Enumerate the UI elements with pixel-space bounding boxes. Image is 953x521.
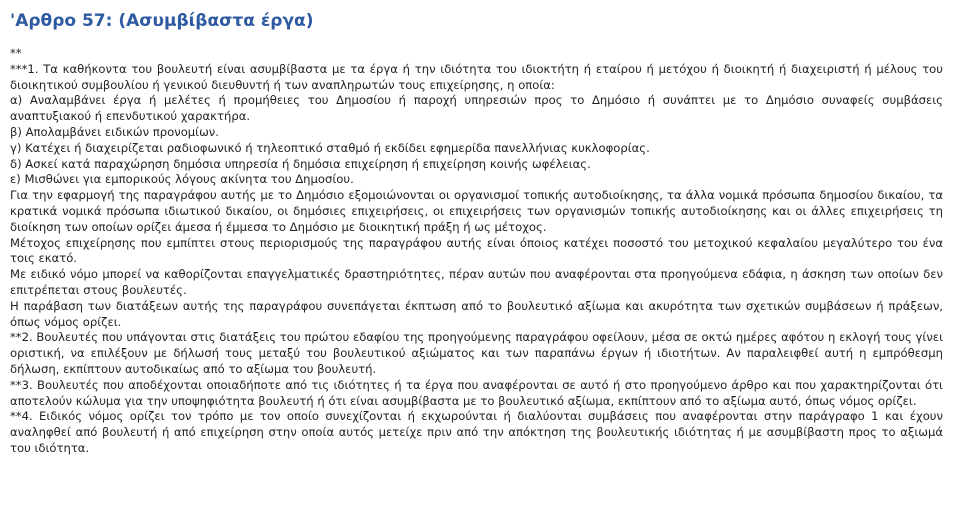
paragraph-1: ***1. Τα καθήκοντα του βουλευτή είναι ασυμβίβαστα με τα έργα ή την ιδιότητα του ιδιοκτήτη ή εταίρου ή μετόχου ή διοικητή ή διαχειριστή ή μέλους του διοικητικού συμβουλίου ή γενικού διευθυντή ή των αναπληρωτών τους επιχείρησης, η οποία: [10,61,943,92]
item-c: γ) Κατέχει ή διαχειρίζεται ραδιοφωνικό ή τηλεοπτικό σταθμό ή εκδίδει εφημερίδα πανελλήνιας κυκλοφορίας. [10,140,650,155]
paragraph-1-shareholder: Μέτοχος επιχείρησης που εμπίπτει στους περιορισμούς της παραγράφου αυτής είναι όποιος κατέχει ποσοστό του μετοχικού κεφαλαίου μεγαλύτερο του ένα τοις εκατό. [10,235,943,266]
paragraph-1-special-law: Με ειδικό νόμο μπορεί να καθορίζονται επαγγελματικές δραστηριότητες, πέραν αυτών που αναφέρονται στα προηγούμενα εδάφια, η άσκηση των οποίων δεν επιτρέπεται στους βουλευτές. [10,267,943,297]
paragraph-1-equivalence: Για την εφαρμογή της παραγράφου αυτής με το Δημόσιο εξομοιώνονται οι οργανισμοί τοπικής αυτοδιοίκησης, τα άλλα νομικά πρόσωπα δημοσίου δικαίου, τα κρατικά νομικά πρόσωπα ιδιωτικού δικαίου, οι δημόσιες επιχειρήσεις, οι επιχειρήσεις των οργανισμών τοπικής αυτοδιοίκησης και οι άλλες επιχειρήσεις τη διοίκηση των οποίων ορίζει άμεσα ή έμμεσα το Δημόσιο με διοικητική πράξη ή ως μέτοχος. [10,188,943,234]
item-a: α) Αναλαμβάνει έργα ή μελέτες ή προμήθειες του Δημοσίου ή παροχή υπηρεσιών προς το Δημόσιο ή συνάπτει με το Δημόσιο συναφείς συμβάσεις αναπτυξιακού ή επενδυτικού χαρακτήρα. [10,93,943,124]
article-body [10,46,943,457]
paragraph-4: **4. Ειδικός νόμος ορίζει τον τρόπο με τον οποίο συνεχίζονται ή εκχωρούνται ή διαλύονται συμβάσεις που αναφέρονται στην παράγραφο 1 και έχουν αναληφθεί από βουλευτή ή από επιχείρηση στην οποία αυτός μετείχε πριν από την απόκτηση της βουλευτικής ιδιότητας ή με ασυμβίβαστη προς το αξιωμά του ιδιότητα. [10,409,943,455]
item-b: β) Απολαμβάνει ειδικών προνομίων. [10,124,219,139]
item-e: ε) Μισθώνει για εμπορικούς λόγους ακίνητα του Δημοσίου. [10,172,354,187]
paragraph-2: **2. Βουλευτές που υπάγονται στις διατάξεις του πρώτου εδαφίου της προηγούμενης παραγράφου οφείλουν, μέσα σε οκτώ ημέρες αφότου η εκλογή τους γίνει οριστική, να επιλέξουν με δήλωσή τους μεταξύ του βουλευτικού αξιώματος και των παραπάνω έργων ή ιδιοτήτων. Αν παραλειφθεί αυτή η εμπρόθεσμη δήλωση, εκπίπτουν αυτοδικαίως από το αξίωμα του βουλευτή. [10,330,943,376]
item-d: δ) Ασκεί κατά παραχώρηση δημόσια υπηρεσία ή δημόσια επιχείρηση ή επιχείρηση κοινής ωφέλειας. [10,156,591,171]
article-page [10,8,943,457]
paragraph-3: **3. Βουλευτές που αποδέχονται οποιαδήποτε από τις ιδιότητες ή τα έργα που αναφέρονται σε αυτό ή στο προηγούμενο άρθρο και που χαρακτηρίζονται ότι αποτελούν κώλυμα για την υποψηφιότητα βουλευτή ή ότι είναι ασυμβίβαστα με το βουλευτικό αξίωμα, εκπίπτουν από το αξίωμα αυτό, όπως νόμος ορίζει. [10,377,943,408]
paragraph-1-violation: Η παράβαση των διατάξεων αυτής της παραγράφου συνεπάγεται έκπτωση από το βουλευτικό αξίωμα και ακυρότητα των σχετικών συμβάσεων ή πράξεων, όπως νόμος ορίζει. [10,298,943,329]
paragraph-marker: ** [10,46,22,60]
article-title: 'Αρθρο 57: (Ασυμβίβαστα έργα) [10,11,314,31]
